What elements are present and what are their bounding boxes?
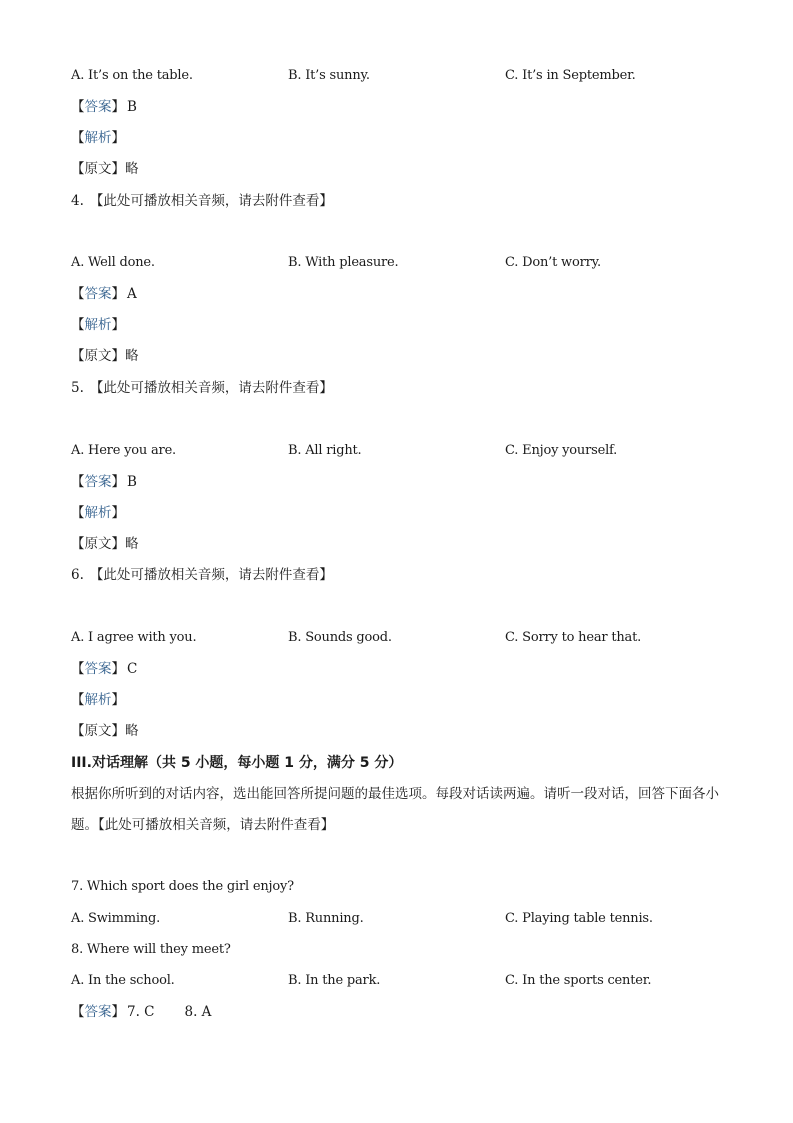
q6-options xyxy=(71,629,731,647)
q3-option-b: B. It’s sunny. xyxy=(288,68,370,83)
q6-option-a: A. I agree with you. xyxy=(71,630,197,645)
q4-original: 【原文】略 xyxy=(71,348,139,364)
q6-option-c: C. Sorry to hear that. xyxy=(505,630,642,645)
q6-original: 【原文】略 xyxy=(71,723,139,739)
q5-prompt: 5. 【此处可播放相关音频，请去附件查看】 xyxy=(71,380,333,396)
q4-prompt: 4. 【此处可播放相关音频，请去附件查看】 xyxy=(71,193,333,209)
q6-answer: 【答案】 C xyxy=(71,661,138,677)
q4-options xyxy=(71,254,731,272)
q5-option-c: C. Enjoy yourself. xyxy=(505,443,618,458)
q7-option-c: C. Playing table tennis. xyxy=(505,911,653,926)
q3-answer: 【答案】 B xyxy=(71,99,137,115)
q3-options xyxy=(71,67,731,85)
q7-options xyxy=(71,910,731,928)
q4-analysis: 【解析】 xyxy=(71,317,125,333)
q7-question: 7. Which sport does the girl enjoy? xyxy=(71,879,294,894)
q8-options xyxy=(71,972,731,990)
q7-option-a: A. Swimming. xyxy=(71,911,161,926)
answers-7-8: 【答案】 7. C 8. A xyxy=(71,1004,212,1020)
q8-option-b: B. In the park. xyxy=(288,973,381,988)
q4-option-b: B. With pleasure. xyxy=(288,255,399,270)
q3-original: 【原文】略 xyxy=(71,161,139,177)
q5-options xyxy=(71,442,731,460)
section-3-instructions: 根据你所听到的对话内容，选出能回答所提问题的最佳选项。每段对话读两遍。请听一段对话，回答下面各小题。【此处可播放相关音频，请去附件查看】 xyxy=(71,786,719,833)
q6-prompt: 6. 【此处可播放相关音频，请去附件查看】 xyxy=(71,567,333,583)
q5-option-b: B. All right. xyxy=(288,443,362,458)
q5-answer: 【答案】 B xyxy=(71,474,137,490)
q4-option-c: C. Don’t worry. xyxy=(505,255,601,270)
q6-analysis: 【解析】 xyxy=(71,692,125,708)
q5-analysis: 【解析】 xyxy=(71,505,125,521)
q4-answer: 【答案】 A xyxy=(71,286,137,302)
q8-question: 8. Where will they meet? xyxy=(71,942,231,957)
section-3-title: III.对话理解（共 5 小题，每小题 1 分，满分 5 分） xyxy=(71,755,403,771)
q3-analysis: 【解析】 xyxy=(71,130,125,146)
q7-option-b: B. Running. xyxy=(288,911,364,926)
q6-option-b: B. Sounds good. xyxy=(288,630,392,645)
q4-option-a: A. Well done. xyxy=(71,255,155,270)
q3-option-a: A. It’s on the table. xyxy=(71,68,193,83)
q8-option-c: C. In the sports center. xyxy=(505,973,652,988)
q5-original: 【原文】略 xyxy=(71,536,139,552)
q8-option-a: A. In the school. xyxy=(71,973,175,988)
q3-option-c: C. It’s in September. xyxy=(505,68,636,83)
q5-option-a: A. Here you are. xyxy=(71,443,176,458)
